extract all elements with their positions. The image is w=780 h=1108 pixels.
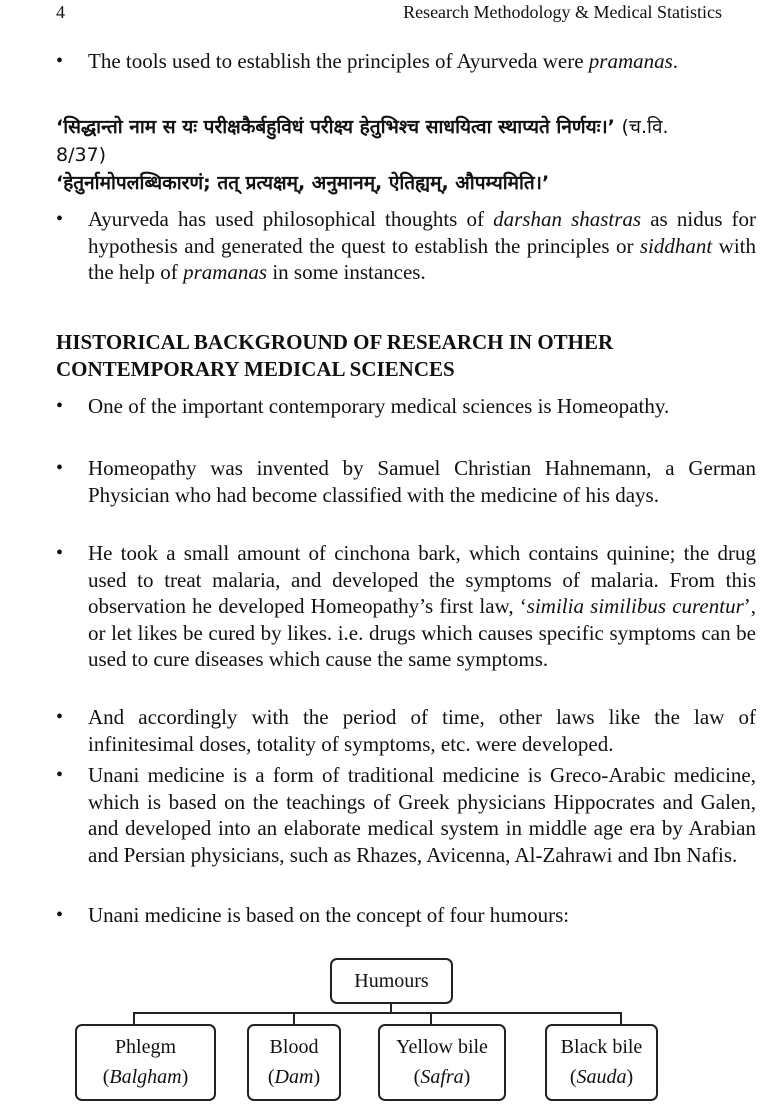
humour-name: Phlegm — [114, 1036, 177, 1058]
section-heading: HISTORICAL BACKGROUND OF RESEARCH IN OTHER CONTEMPORARY MEDICAL SCIENCES — [56, 330, 614, 381]
running-title: Research Methodology & Medical Statistics — [403, 2, 722, 22]
text-segment: Homeopathy was invented by Samuel Christian Hahnemann, a German Physician who had become classified with the medicine of his days. — [88, 456, 756, 507]
sanskrit-line-2: ‘हेतुर्नामोपलब्धिकारणं; तत् प्रत्यक्षम्, अनुमानम्, ऐतिह्यम्, औपम्यमिति।’ — [56, 172, 550, 194]
text-segment: with the help of — [88, 233, 756, 285]
text-segment: Unani medicine is based on the concept of four humours: — [88, 903, 570, 927]
bullet-icon: • — [56, 542, 64, 564]
humour-name: Yellow bile — [396, 1036, 488, 1058]
diagram-child-box: Blood (Dam) — [247, 1024, 341, 1101]
diagram-child-box: Black bile (Sauda) — [545, 1024, 658, 1101]
humour-name: Black bile — [560, 1036, 643, 1058]
bullet-item — [56, 393, 756, 420]
sanskrit-reference: (च.वि. 8/37) — [56, 116, 669, 166]
sanskrit-line-1: ‘सिद्धान्तो नाम स यः परीक्षकैर्बहुविधं परीक्ष्य हेतुभिश्च साधयित्वा स्थाप्यते निर्णयः।’ — [56, 116, 615, 138]
diagram-child-box: Phlegm (Balgham) — [75, 1024, 216, 1101]
sanskrit-quote — [56, 113, 724, 197]
text-segment: And accordingly with the period of time, other laws like the law of infinitesimal doses, totality of symptoms, etc. were developed. — [88, 705, 756, 756]
text-segment: . — [672, 49, 679, 73]
humour-term: Sauda — [576, 1066, 627, 1088]
bullet-item — [56, 902, 756, 929]
text-segment: Ayurveda has used philosophical thoughts of — [88, 207, 494, 231]
text-segment: in some instances. — [267, 260, 426, 285]
humour-term: Balgham — [109, 1066, 182, 1088]
text-segment: Unani medicine is a form of traditional medicine is Greco-Arabic medicine, which is based on the teachings of Greek physicians Hippocrates and Galen, and developed into an elaborate medical system in middle age era by Arabian and Persian physicians, such as Rhazes, Avicenna, Al-Zahrawi and Ibn Nafis. — [88, 763, 756, 867]
bullet-item — [56, 762, 756, 868]
text-segment: He took a small amount of cinchona bark, which contains quinine; the drug used to treat malaria, and developed the symptoms of malaria. From this observation he developed Homeopathy’s first law, ‘ — [88, 541, 756, 619]
connector-line — [620, 1012, 622, 1024]
humour-term: Dam — [274, 1066, 314, 1088]
bullet-item — [56, 206, 756, 286]
connector-line — [430, 1012, 432, 1024]
text-segment: The tools used to establish the principles of Ayurveda were — [88, 49, 589, 73]
bullet-icon: • — [56, 764, 64, 786]
bullet-icon: • — [56, 208, 64, 230]
bullet-item — [56, 48, 756, 75]
bullet-icon: • — [56, 904, 64, 926]
page-number: 4 — [56, 2, 65, 22]
italic-term: similia similibus curentur — [526, 594, 744, 619]
humour-name: Blood — [269, 1036, 319, 1058]
connector-line — [133, 1012, 622, 1014]
bullet-item — [56, 540, 756, 673]
diagram-root-box: Humours — [330, 958, 453, 1004]
bullet-icon: • — [56, 706, 64, 728]
italic-term: pramanas — [588, 49, 673, 73]
italic-term: pramanas — [183, 260, 268, 285]
italic-term: darshan shastras — [493, 207, 642, 231]
humour-term: Safra — [420, 1066, 464, 1088]
bullet-icon: • — [56, 50, 64, 72]
text-segment: One of the important contemporary medical sciences is Homeopathy. — [88, 394, 670, 418]
diagram-child-box: Yellow bile (Safra) — [378, 1024, 506, 1101]
italic-term: siddhant — [639, 233, 713, 258]
connector-line — [293, 1012, 295, 1024]
bullet-icon: • — [56, 457, 64, 479]
text-segment: ’, or let likes be cured by likes. i.e. drugs which causes specific symptoms can be used to cure diseases which cause the same symptoms. — [88, 594, 756, 672]
bullet-item — [56, 455, 756, 508]
connector-line — [133, 1012, 135, 1024]
bullet-icon: • — [56, 395, 64, 417]
text-segment: as nidus for hypothesis and generated the quest to establish the principles or — [88, 207, 756, 258]
bullet-item — [56, 704, 756, 757]
